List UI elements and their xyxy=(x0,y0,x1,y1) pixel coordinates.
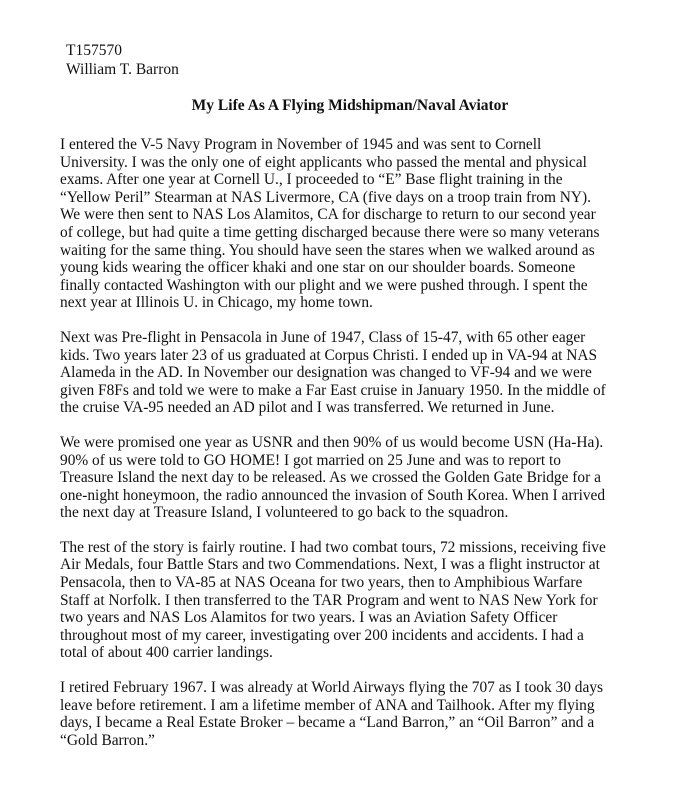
text-line: of college, but had quite a time getting discharged because there were so many veterans xyxy=(60,223,600,241)
document-body xyxy=(60,136,700,766)
text-line: 90% of us were told to GO HOME! I got married on 25 June and was to report to xyxy=(60,451,561,469)
text-line: total of about 400 carrier landings. xyxy=(60,644,273,662)
text-line: University. I was the only one of eight applicants who passed the mental and physical xyxy=(60,153,587,171)
text-line: waiting for the same thing. You should have seen the stares when we walked around as xyxy=(60,241,595,259)
text-line: I entered the V-5 Navy Program in November of 1945 and was sent to Cornell xyxy=(60,136,542,153)
text-line: young kids wearing the officer khaki and one star on our shoulder boards. Someone xyxy=(60,259,576,277)
text-line: Next was Pre-flight in Pensacola in June of 1947, Class of 15-47, with 65 other eager xyxy=(60,328,586,346)
paragraph-1 xyxy=(60,136,700,312)
text-line: Pensacola, then to VA-85 at NAS Oceana for two years, then to Amphibious Warfare xyxy=(60,574,583,592)
text-line: The rest of the story is fairly routine. I had two combat tours, 72 missions, receiving five xyxy=(60,538,606,556)
text-line: the cruise VA-95 needed an AD pilot and I was transferred. We returned in June. xyxy=(60,399,555,417)
paragraph-2 xyxy=(60,329,700,417)
text-line: given F8Fs and told we were to make a Far East cruise in January 1950. In the middle of xyxy=(60,381,606,399)
text-line: Alameda in the AD. In November our designation was changed to VF-94 and we were xyxy=(60,364,592,382)
document-title: My Life As A Flying Midshipman/Naval Aviator xyxy=(191,97,509,114)
text-line: next year at Illinois U. in Chicago, my home town. xyxy=(60,294,373,312)
text-line: I retired February 1967. I was already at World Airways flying the 707 as I took 30 days xyxy=(60,679,603,697)
paragraph-3 xyxy=(60,434,700,522)
text-line: kids. Two years later 23 of us graduated at Corpus Christi. I ended up in VA-94 at NAS xyxy=(60,346,598,364)
text-line: Treasure Island the next day to be released. As we crossed the Golden Gate Bridge for a xyxy=(60,469,601,487)
text-line: one-night honeymoon, the radio announced the invasion of South Korea. When I arrived xyxy=(60,486,606,504)
paragraph-4 xyxy=(60,539,700,662)
author-name: William T. Barron xyxy=(66,61,179,78)
text-line: Staff at Norfolk. I then transferred to the TAR Program and went to NAS New York for xyxy=(60,591,598,609)
text-line: the next day at Treasure Island, I volunteered to go back to the squadron. xyxy=(60,504,509,522)
text-line: Air Medals, four Battle Stars and two Commendations. Next, I was a flight instructor at xyxy=(60,556,600,574)
document-id: T157570 xyxy=(66,42,122,59)
text-line: finally contacted Washington with our plight and we were pushed through. I spent the xyxy=(60,276,588,294)
document-header xyxy=(66,41,179,79)
text-line: two years and NAS Los Alamitos for two years. I was an Aviation Safety Officer xyxy=(60,609,558,627)
text-line: We were then sent to NAS Los Alamitos, CA for discharge to return to our second year xyxy=(60,206,596,224)
text-line: exams. After one year at Cornell U., I proceeded to “E” Base flight training in the xyxy=(60,171,563,189)
text-line: “Gold Barron.” xyxy=(60,731,155,749)
paragraph-5 xyxy=(60,679,700,749)
text-line: days, I became a Real Estate Broker – became a “Land Barron,” an “Oil Barron” and a xyxy=(60,714,595,732)
text-line: leave before retirement. I am a lifetime member of ANA and Tailhook. After my flying xyxy=(60,696,595,714)
text-line: “Yellow Peril” Stearman at NAS Livermore, CA (five days on a troop train from NY). xyxy=(60,188,592,206)
text-line: We were promised one year as USNR and then 90% of us would become USN (Ha-Ha). xyxy=(60,433,604,451)
text-line: throughout most of my career, investigating over 200 incidents and accidents. I had a xyxy=(60,626,584,644)
